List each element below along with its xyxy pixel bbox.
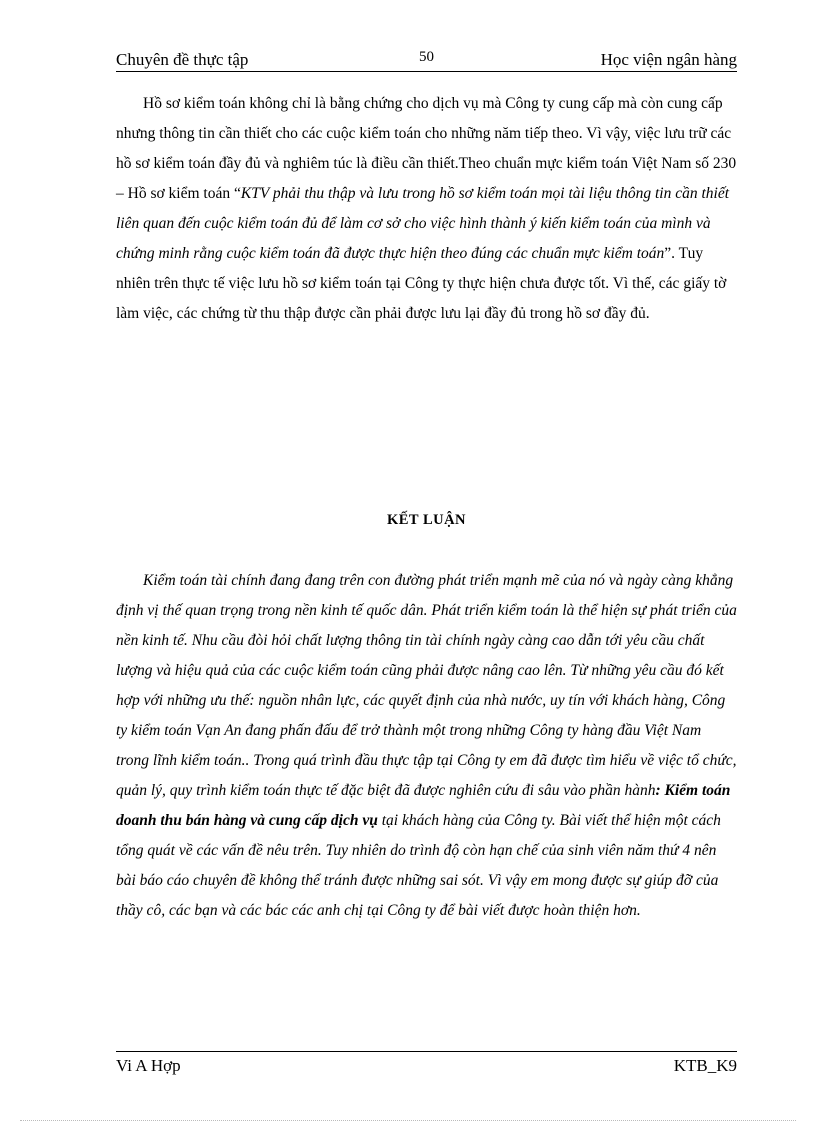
page-edge-divider [20, 1120, 796, 1121]
footer-class: KTB_K9 [673, 1056, 737, 1075]
page-header [116, 47, 737, 72]
conclusion-text-a: Kiểm toán tài chính đang đang trên con đường phát triển mạnh mẽ của nó và ngày càng khẳng định vị thế quan trọng trong nền kinh tế quốc dân. Phát triển kiểm toán là thể hiện sự phát triển của nền kinh tế. Nhu cầu đòi hỏi chất lượng thông tin tài chính ngày càng cao dẫn tới yêu cầu chất lượng và hiệu quả của các cuộc kiểm toán cũng phải được nâng cao lên. Từ những yêu cầu đó kết hợp với những ưu thế: nguồn nhân lực, các quyết định của nhà nước, uy tín với khách hàng, Công ty kiểm toán Vạn An đang phấn đấu để trở thành một trong những Công ty hàng đầu Việt Nam trong lĩnh kiểm toán.. Trong quá trình đầu thực tập tại Công ty em đã được tìm hiểu về việc tổ chức, quản lý, quy trình kiểm toán thực tế đặc biệt đã được nghiên cứu đi sâu vào phần hành [116, 572, 737, 799]
audit-file-paragraph [116, 89, 737, 329]
paragraph1-text-b: ”. Tuy nhiên trên thực tế việc lưu hồ sơ kiểm toán tại Công ty thực hiện chưa được tốt. Vì thế, các giấy tờ làm việc, các chứng từ thu thập được cần phải được lưu lại đầy đủ trong hồ sơ đầy đủ. [116, 245, 727, 322]
page-number: 50 [419, 49, 434, 65]
conclusion-text-b: tại khách hàng của Công ty. Bài viết thể hiện một cách tổng quát về các vấn đề nêu trên. Tuy nhiên do trình độ còn hạn chế của sinh viên năm thứ 4 nên bài báo cáo chuyên đề không thể tránh được những sai sót. Vì vậy em mong được sự giúp đỡ của thầy cô, các bạn và các bác các anh chị tại Công ty để bài viết được hoàn thiện hơn. [116, 812, 721, 919]
paragraph1-text-a: Hồ sơ kiểm toán không chỉ là bằng chứng cho dịch vụ mà Công ty cung cấp mà còn cung cấp nhưng thông tin cần thiết cho các cuộc kiểm toán cho những năm tiếp theo. Vì vậy, việc lưu trữ các hồ sơ kiểm toán đầy đủ và nghiêm túc là điều cần thiết.Theo chuẩn mực kiểm toán Việt Nam số 230 – Hồ sơ kiểm toán “ [116, 95, 737, 202]
conclusion-heading: KẾT LUẬN [386, 512, 467, 528]
conclusion-bold-topic: : Kiểm toán doanh thu bán hàng và cung cấp dịch vụ [116, 782, 731, 829]
header-institution: Học viện ngân hàng [600, 50, 737, 69]
paragraph1-quote: KTV phải thu thập và lưu trong hồ sơ kiểm toán mọi tài liệu thông tin cần thiết liên quan đến cuộc kiểm toán đủ để làm cơ sở cho việc hình thành ý kiến kiểm toán của mình và chứng minh rằng cuộc kiểm toán đã được thực hiện theo đúng các chuẩn mực kiểm toán [116, 185, 730, 262]
header-title: Chuyên đề thực tập [116, 50, 249, 69]
page-footer [116, 1051, 737, 1080]
conclusion-paragraph [116, 566, 737, 926]
footer-author: Vi A Hợp [116, 1056, 181, 1075]
